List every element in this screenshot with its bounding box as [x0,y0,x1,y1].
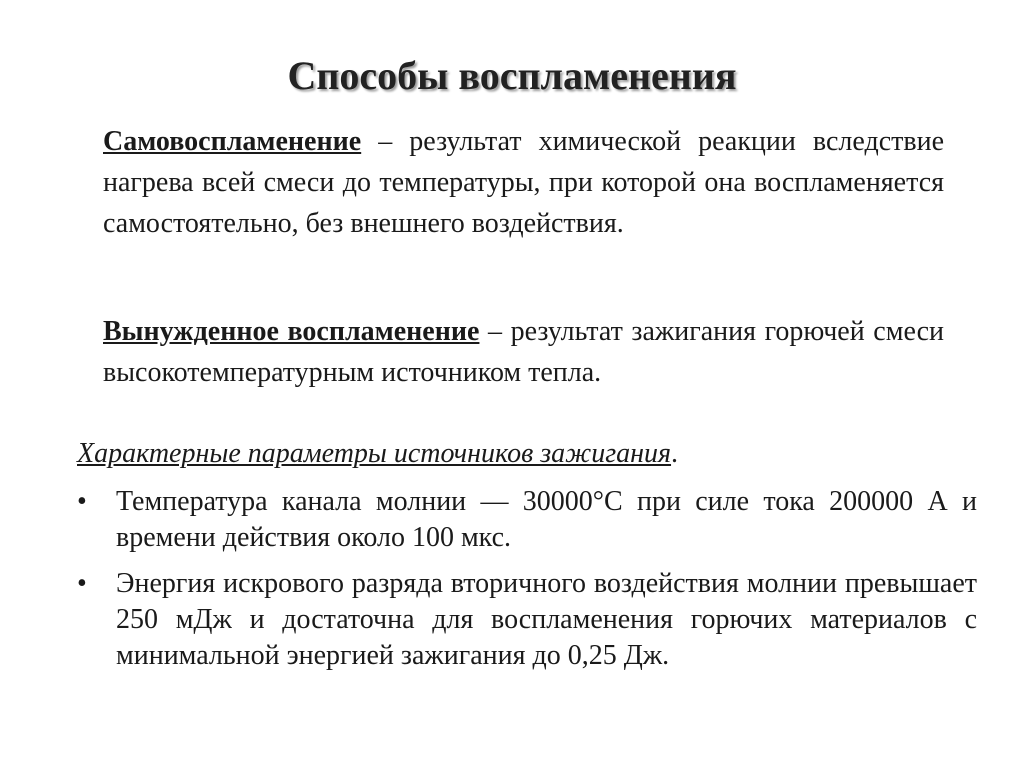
term-forced-ignition: Вынужденное воспламенение [103,316,480,347]
bullet-list [77,484,977,674]
list-item [77,484,977,556]
slide-title: Способы воспламенения [287,53,737,98]
bullet-marker: • [77,568,87,599]
definition-self-ignition: – результат химической реакции вследствие нагрева всей смеси до температуры, при которой она воспламеняется самостоятельно, без внешнего воздействия. [103,126,944,239]
subheading-text: Характерные параметры источников зажигания [77,438,672,469]
paragraph-forced-ignition [103,311,944,393]
subheading-period: . [671,438,679,469]
definition-forced-ignition: – результат зажигания горючей смеси высокотемпературным источником тепла. [103,316,944,388]
term-self-ignition: Самовоспламенение [103,126,362,157]
list-item [77,566,977,674]
bullet-marker: • [77,486,87,517]
bullet-text: Температура канала молнии — 30000°С при силе тока 200000 А и времени действия около 100 мкс. [116,486,977,553]
subheading [77,436,678,472]
paragraph-self-ignition [103,121,944,244]
bullet-text: Энергия искрового разряда вторичного воздействия молнии превышает 250 мДж и достаточна для воспламенения горючих материалов с минимальной энергией зажигания до 0,25 Дж. [116,568,977,671]
